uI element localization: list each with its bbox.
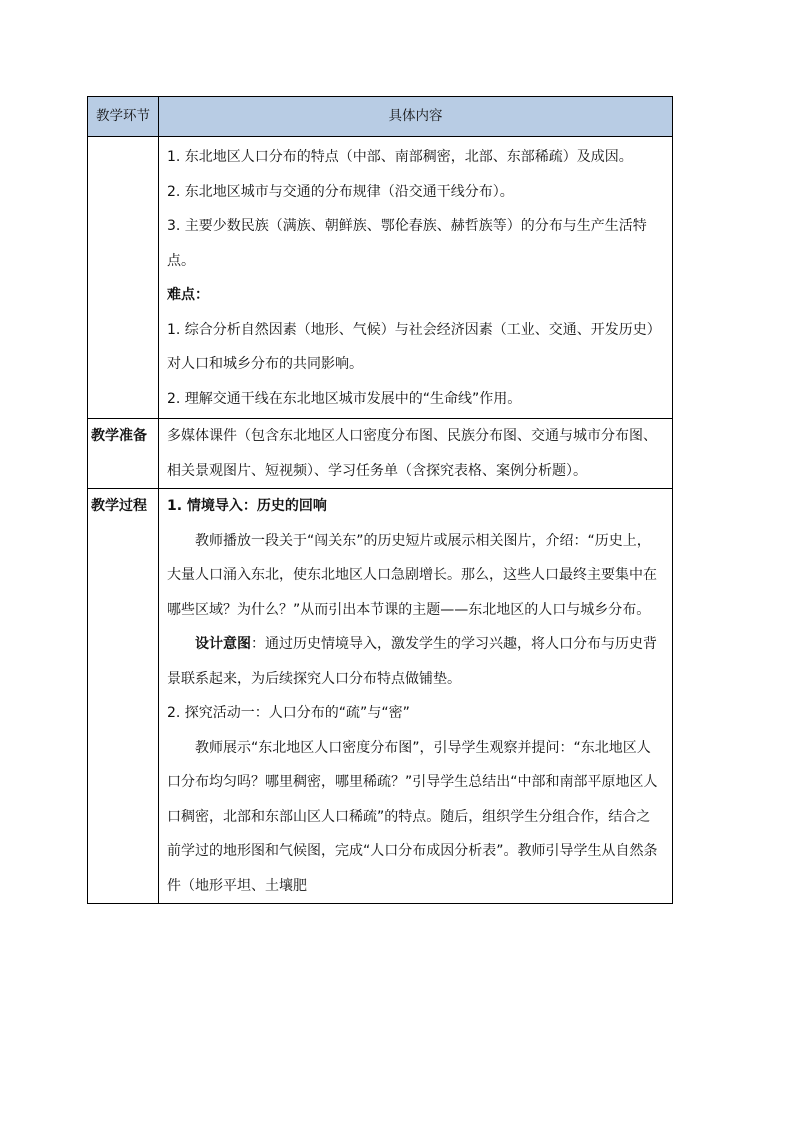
focus-line-3: 3. 主要少数民族（满族、朝鲜族、鄂伦春族、赫哲族等）的分布与生产生活特点。 <box>167 218 647 269</box>
table-row-process <box>88 489 673 904</box>
row-process-label: 教学过程 <box>88 489 159 904</box>
section-2-paragraph: 教师展示“东北地区人口密度分布图”，引导学生观察并提问：“东北地区人口分布均匀吗？哪里稠密，哪里稀疏？”引导学生总结出“中部和南部平原地区人口稠密，北部和东部山区人口稀疏”的特点。随后，组织学生分组合作，结合之前学过的地形图和气候图，完成“人口分布成因分析表”。教师引导学生从自然条件（地形平坦、土壤肥 <box>167 739 658 894</box>
table-row-prep <box>88 419 673 489</box>
difficulty-line-1: 1. 综合分析自然因素（地形、气候）与社会经济因素（工业、交通、开发历史）对人口和城乡分布的共同影响。 <box>167 321 661 372</box>
difficulty-line-2: 2. 理解交通干线在东北地区城市发展中的“生命线”作用。 <box>167 390 522 407</box>
focus-line-1: 1. 东北地区人口分布的特点（中部、南部稠密，北部、东部稀疏）及成因。 <box>167 149 633 165</box>
row-focus-label <box>88 137 159 419</box>
focus-line-2: 2. 东北地区城市与交通的分布规律（沿交通干线分布）。 <box>167 183 514 200</box>
section-1-paragraph: 教师播放一段关于“闯关东”的历史短片或展示相关图片，介绍：“历史上，大量人口涌入东北，使东北地区人口急剧增长。那么，这些人口最终主要集中在哪些区域？为什么？”从而引出本节课的主题——东北地区的人口与城乡分布。 <box>167 532 657 618</box>
row-prep-label: 教学准备 <box>88 419 159 489</box>
table-header-row <box>88 97 673 137</box>
row-prep-content <box>159 419 673 489</box>
row-process-content <box>159 489 673 904</box>
design-intent-label: 设计意图 <box>195 636 251 652</box>
difficulty-label: 难点： <box>167 287 209 303</box>
design-intent-text: ：通过历史情境导入，激发学生的学习兴趣，将人口分布与历史背景联系起来，为后续探究人口分布特点做铺垫。 <box>167 636 657 687</box>
lesson-plan-table <box>87 96 673 904</box>
section-2-title: 2. 探究活动一：人口分布的“疏”与“密” <box>167 705 410 721</box>
header-stage: 教学环节 <box>88 97 159 137</box>
section-1-title: 1. 情境导入：历史的回响 <box>167 498 327 514</box>
prep-text: 多媒体课件（包含东北地区人口密度分布图、民族分布图、交通与城市分布图、相关景观图片、短视频）、学习任务单（含探究表格、案例分析题）。 <box>167 428 657 479</box>
header-content: 具体内容 <box>159 97 673 137</box>
row-focus-content <box>159 137 673 419</box>
table-row-focus <box>88 137 673 419</box>
section-1-design <box>167 627 664 696</box>
